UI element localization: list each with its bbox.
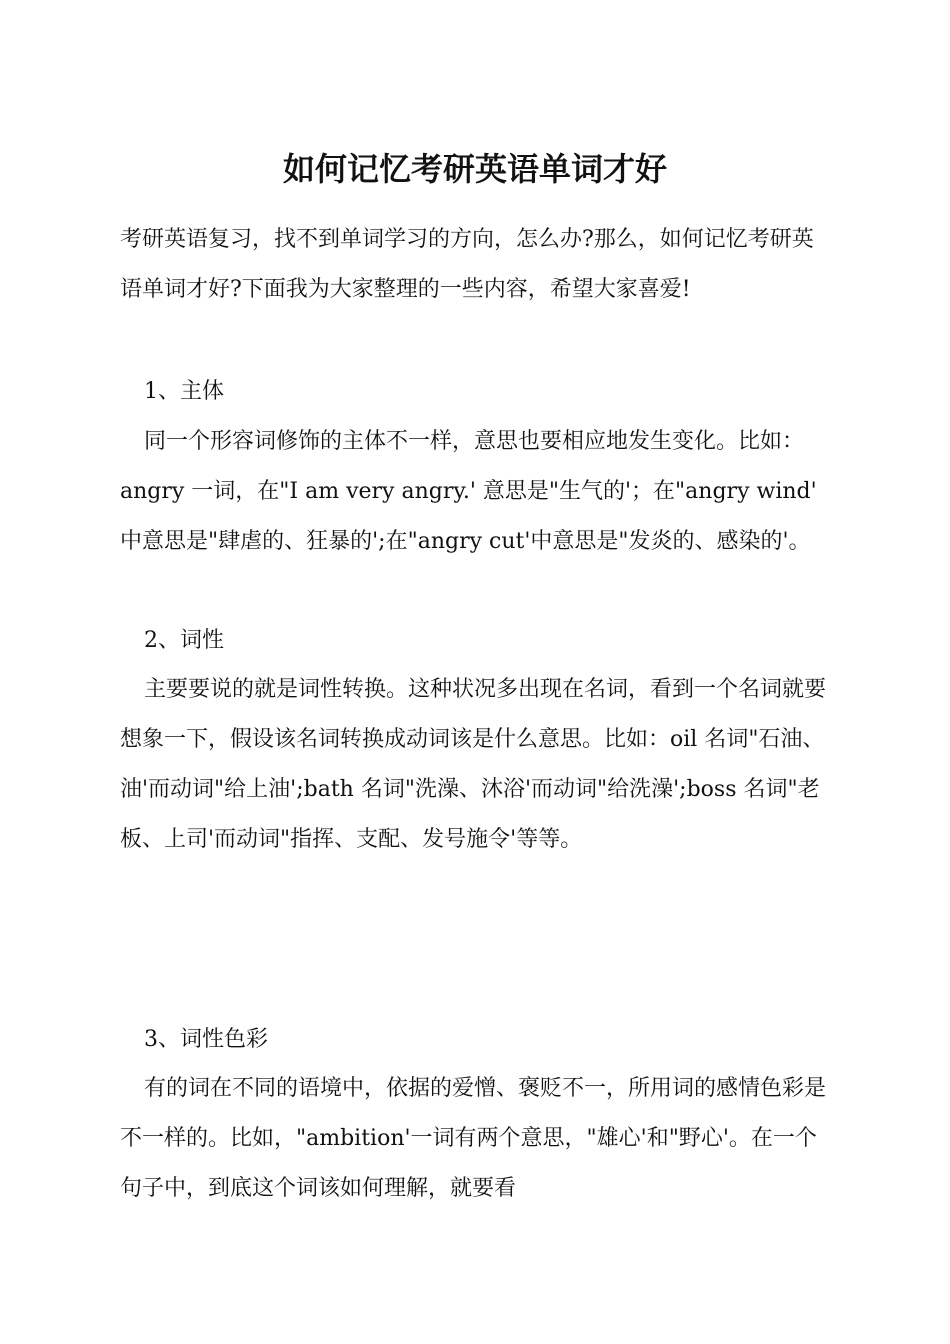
section-body-2: 主要要说的就是词性转换。这种状况多出现在名词，看到一个名词就要想象一下，假设该名词转换成动词该是什么意思。比如：oil 名词"石油、油'而动词"给上油';bath 名词"洗澡、沐浴'而动词"给洗澡';boss 名词"老板、上司'而动词"指挥、支配、发号施令'等等。 xyxy=(120,677,827,852)
section-heading-1: 1、主体 xyxy=(144,379,224,404)
section-body-3: 有的词在不同的语境中，依据的爱憎、褒贬不一，所用词的感情色彩是不一样的。比如，"ambition'一词有两个意思，"雄心'和"野心'。在一个句子中，到底这个词该如何理解，就要看 xyxy=(120,1076,827,1201)
section-body-1: 同一个形容词修饰的主体不一样，意思也要相应地发生变化。比如：angry 一词，在"I am very angry.' 意思是"生气的'；在"angry wind' 中意思是"肆虐的、狂暴的';在"angry cut'中意思是"发炎的、感染的'。 xyxy=(120,429,817,554)
intro-paragraph: 考研英语复习，找不到单词学习的方向，怎么办?那么，如何记忆考研英语单词才好?下面我为大家整理的一些内容，希望大家喜爱! xyxy=(120,227,814,302)
section-heading-2: 2、词性 xyxy=(144,628,224,653)
document-title: 如何记忆考研英语单词才好 xyxy=(282,150,667,188)
section-heading-3: 3、词性色彩 xyxy=(144,1027,268,1052)
